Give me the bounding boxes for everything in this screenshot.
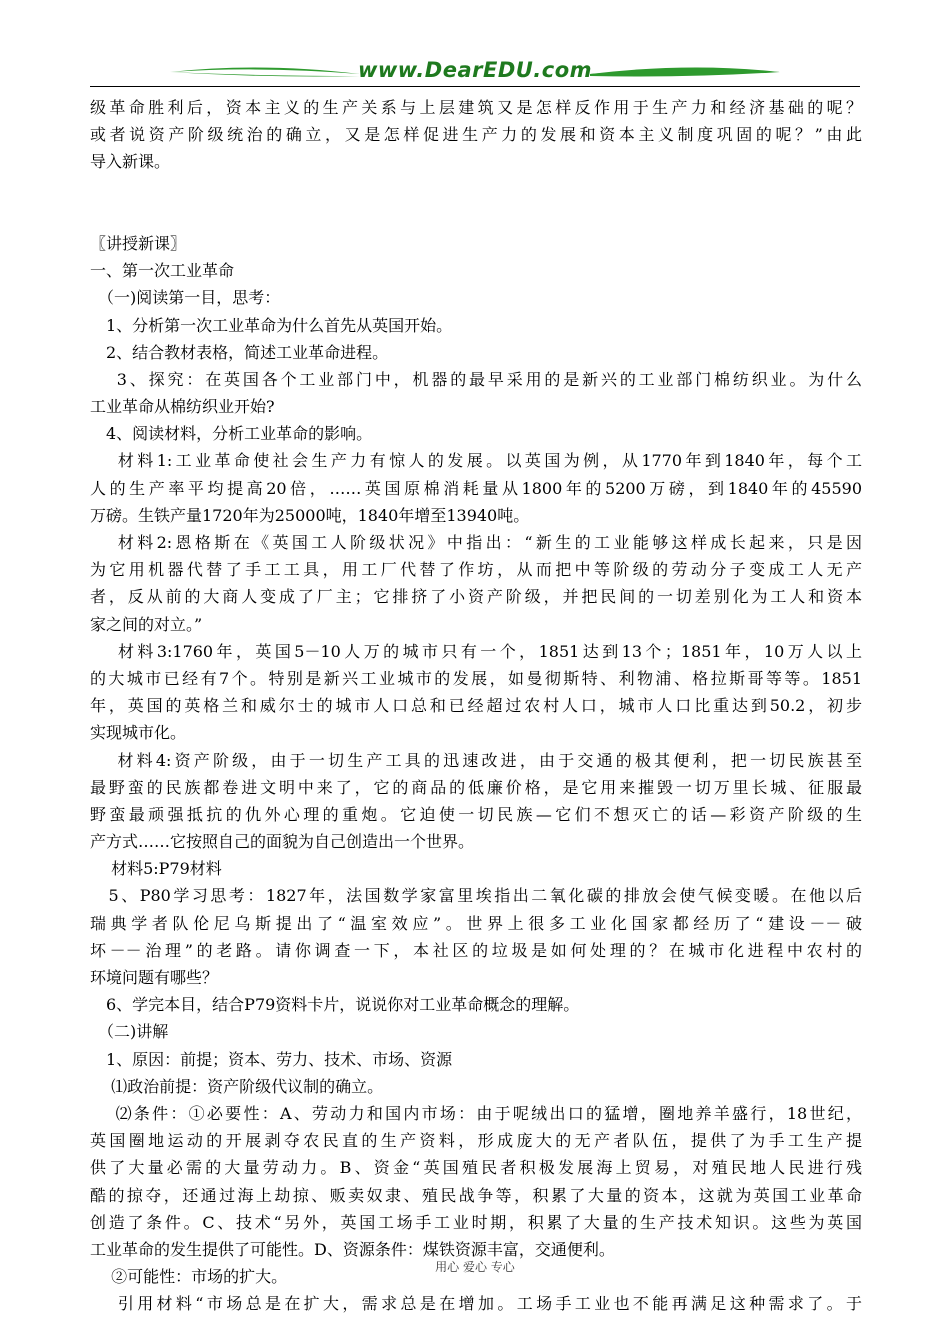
text-line: 5、P80学习思考：1827年，法国数学家富里埃指出二氧化碳的排放会使气候变暖。在他以后 (90, 886, 862, 906)
text-line: （一)阅读第一目，思考： (90, 288, 281, 308)
page-footer: 用心 爱心 专心 (435, 1260, 515, 1274)
text-line: 野蛮最顽强抵抗的仇外心理的重炮。它迫使一切民族—它们不想灭亡的话—彩资产阶级的生 (90, 804, 862, 824)
text-line: 6、学完本目，结合P79资料卡片，说说你对工业革命概念的理解。 (90, 995, 580, 1015)
text-line: 酷的掠夺，还通过海上劫掠、贩卖奴隶、殖民战争等，积累了大量的资本，这就为英国工业革命 (90, 1185, 862, 1205)
text-line: 万磅。生铁产量1720年为25000吨，1840年增至13940吨。 (90, 505, 530, 525)
text-line: 导入新课。 (90, 152, 171, 172)
text-line: ②可能性：市场的扩大。 (90, 1267, 288, 1287)
text-line: 最野蛮的民族都卷进文明中来了，它的商品的低廉价格，是它用来摧毁一切万里长城、征服最 (90, 777, 862, 797)
text-line: 瑞典学者队伦尼乌斯提出了“温室效应”。世界上很多工业化国家都经历了“建设－－破 (90, 913, 862, 933)
text-line: 工业革命从棉纺织业开始? (90, 397, 275, 417)
text-line: 4、阅读材料，分析工业革命的影响。 (90, 424, 373, 444)
text-line: 材料2:恩格斯在《英国工人阶级状况》中指出：“新生的工业能够这样成长起来，只是因 (90, 533, 862, 552)
text-line: 环境问题有哪些？ (90, 968, 219, 987)
text-line: 1、分析第一次工业革命为什么首先从英国开始。 (90, 315, 453, 335)
text-line: 供了大量必需的大量劳动力。B、资金“英国殖民者积极发展海上贸易，对殖民地人民进行残 (90, 1158, 862, 1178)
text-line: ⑴政治前提：资产阶级代议制的确立。 (90, 1076, 384, 1096)
text-line: 的大城市已经有7个。特别是新兴工业城市的发展，如曼彻斯特、利物浦、格拉斯哥等等。1851 (90, 668, 862, 688)
text-line: 者，反从前的大商人变成了厂主；它排挤了小资产阶级，并把民间的一切差别化为工人和资本 (90, 587, 862, 607)
site-logo-text: www.DearEDU.com (357, 58, 593, 82)
text-line: 坏－－治理”的老路。请你调查一下，本社区的垃圾是如何处理的？在城市化进程中农村的 (90, 940, 862, 960)
text-line: 材料5:P79材料 (90, 859, 222, 879)
text-line: 材料3:1760年，英国5－10人万的城市只有一个，1851达到13个；1851年，10万人以上 (90, 641, 862, 661)
text-line: 1、原因：前提；资本、劳力、技术、市场、资源 (90, 1049, 453, 1069)
text-line: 2、结合教材表格，简述工业革命进程。 (90, 342, 389, 362)
text-line: 为它用机器代替了手工工具，用工厂代替了作坊，从而把中等阶级的劳动分子变成工人无产 (90, 560, 862, 580)
text-line: （二)讲解 (90, 1022, 169, 1042)
text-line: 英国圈地运动的开展剥夺农民直的生产资料，形成庞大的无产者队伍，提供了为手工生产提 (90, 1131, 862, 1151)
text-line: 材料1:工业革命使社会生产力有惊人的发展。以英国为例，从1770年到1840年，每个工 (90, 451, 862, 471)
blank-line (90, 176, 862, 203)
text-line: 工业革命的发生提供了可能性。D、资源条件：煤铁资源丰富，交通便利。 (90, 1239, 615, 1259)
text-line: ⑵条件：①必要性：A、劳动力和国内市场：由于呢绒出口的猛增，圈地养羊盛行，18世纪， (90, 1103, 862, 1123)
text-line: 或者说资产阶级统治的确立，又是怎样促进生产力的发展和资本主义制度巩固的呢？”由此 (90, 125, 862, 145)
text-line: 人的生产率平均提高20倍，……英国原棉消耗量从1800年的5200万磅，到1840年的45590 (90, 478, 862, 498)
text-line: 引用材料“市场总是在扩大，需求总是在增加。工场手工业也不能再满足这种需求了。于 (90, 1294, 862, 1314)
text-line: 一、第一次工业革命 (90, 261, 235, 281)
text-line: 3、探究：在英国各个工业部门中，机器的最早采用的是新兴的工业部门棉纺织业。为什么 (90, 369, 862, 389)
text-line: 实现城市化。 (90, 723, 187, 743)
text-line: 产方式……它按照自己的面貌为自己创造出一个世界。 (90, 832, 475, 852)
text-line: 级革命胜利后，资本主义的生产关系与上层建筑又是怎样反作用于生产力和经济基础的呢？ (90, 98, 862, 117)
text-line: 材料4:资产阶级，由于一切生产工具的迅速改进，由于交通的极其便利，把一切民族甚至 (90, 750, 862, 770)
document-body (90, 94, 862, 1317)
text-line: 家之间的对立。” (90, 614, 203, 634)
text-line: 〖讲授新课〗 (90, 233, 187, 253)
text-line: 年，英国的英格兰和威尔士的城市人口总和已经超过农村人口，城市人口比重达到50.2，初步 (90, 696, 862, 716)
blank-line (90, 203, 862, 230)
header-rule (90, 86, 860, 87)
text-line: 创造了条件。C、技术“另外，英国工场手工业时期，积累了大量的生产技术知识。这些为英国 (90, 1212, 862, 1232)
